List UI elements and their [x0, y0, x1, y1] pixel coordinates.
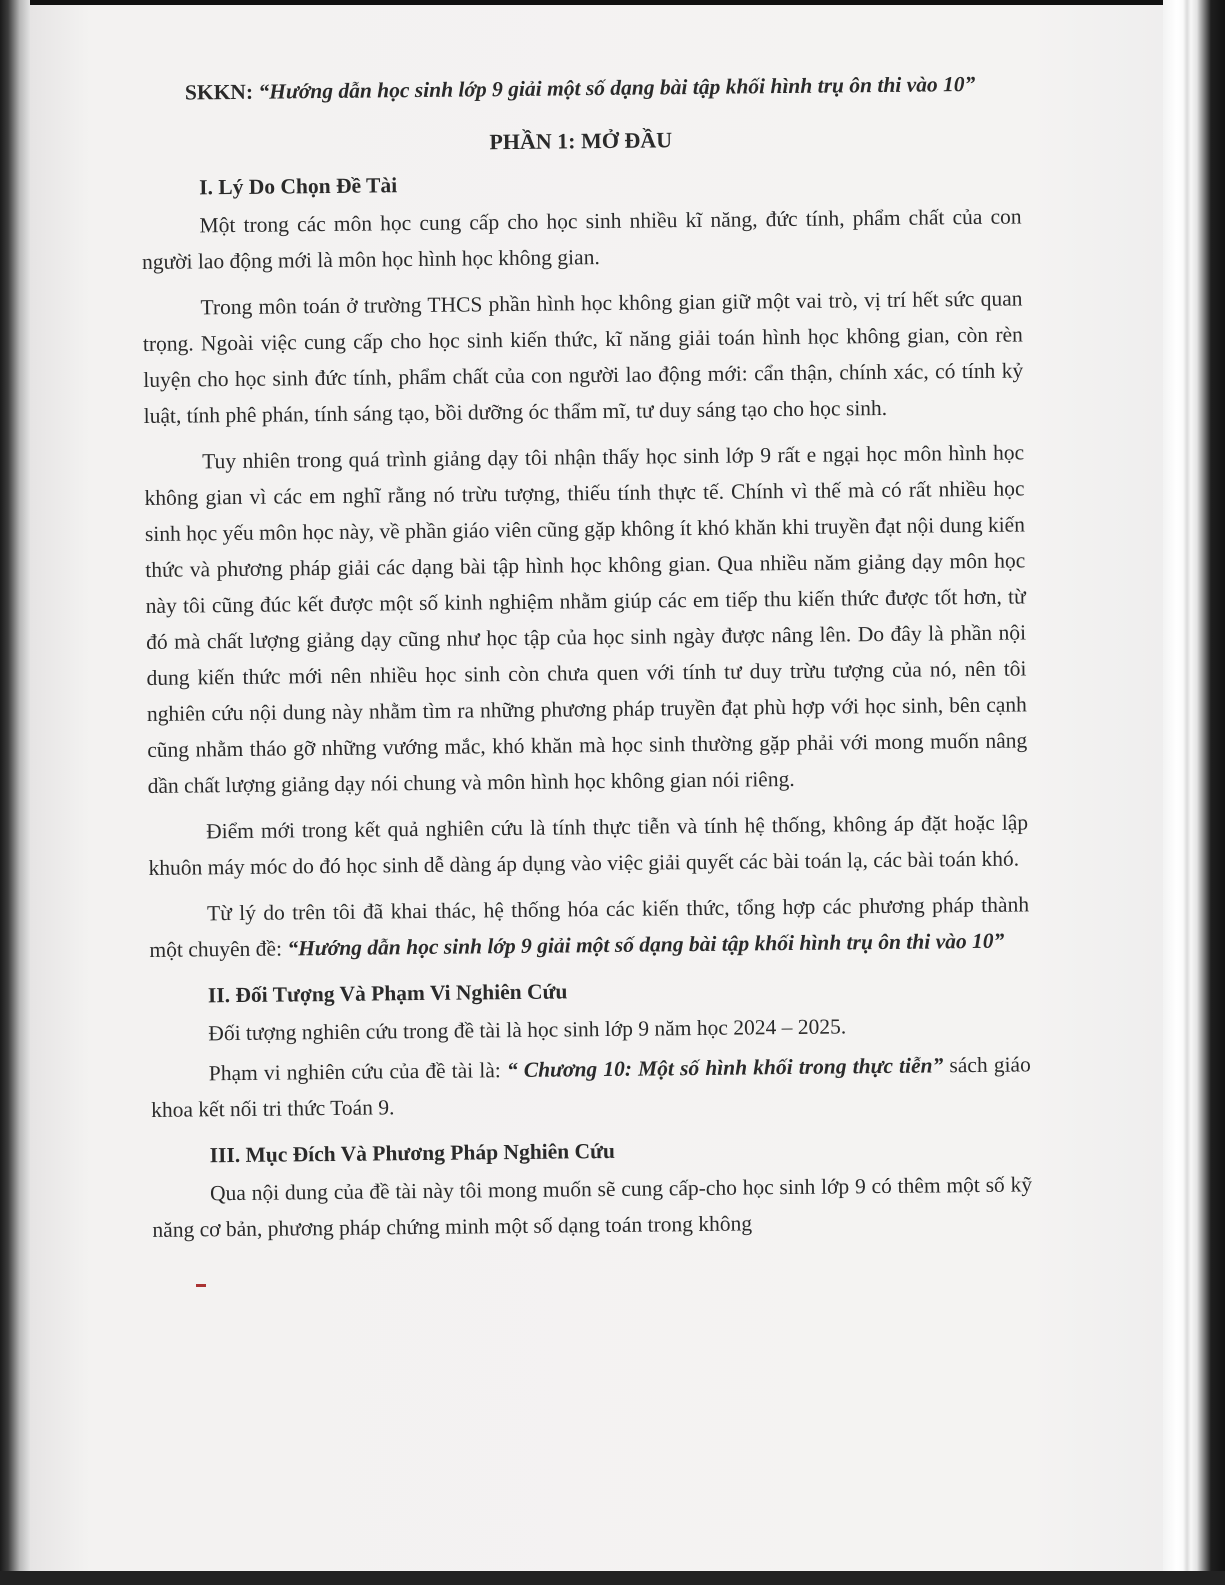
document-page — [30, 5, 1163, 1571]
section-heading-1: I. Lý Do Chọn Đề Tài — [199, 173, 398, 200]
paragraph: Tuy nhiên trong quá trình giảng dạy tôi nhận thấy học sinh lớp 9 rất e ngại học môn hình học không gian vì các em nghĩ rằng nó trừu tượng, thiếu tính thực tế. Chính vì thế mà có rất nhiều học sinh học yếu môn học này, về phần giáo viên cũng gặp không ít khó khăn khi truyền đạt nội dung kiến thức và phương pháp giải các dạng bài tập hình học không gian. Qua nhiều năm giảng dạy môn học này tôi cũng đúc kết được một số kinh nghiệm nhằm giúp các em tiếp thu kiến thức được tốt hơn, từ đó mà chất lượng giảng dạy cũng như học tập của học sinh ngày được nâng lên. Do đây là phần nội dung kiến thức mới nên nhiều học sinh còn chưa quen với tính tư duy trừu tượng của nó, nên tôi nghiên cứu nội dung này nhằm tìm ra những phương pháp truyền đạt phù hợp với học sinh, bên cạnh cũng nhằm tháo gỡ những vướng mắc, khó khăn mà học sinh thường gặp phải với mong muốn nâng dần chất lượng giảng dạy nói chung và môn hình học không gian nói riêng. — [144, 440, 1028, 798]
paragraph-text: Từ lý do trên tôi đã khai thác, hệ thống hóa các kiến thức, tổng hợp các phương pháp thành một chuyên đề: — [149, 892, 1030, 962]
paragraph: Qua nội dung của đề tài này tôi mong muốn sẽ cung cấp‑cho học sinh lớp 9 có thêm một số kỹ năng cơ bản, phương pháp chứng minh một số dạng toán trong không — [152, 1172, 1033, 1242]
paragraph: Một trong các môn học cung cấp cho học sinh nhiều kĩ năng, đức tính, phẩm chất của con người lao động mới là môn học hình học không gian. — [141, 204, 1022, 274]
section-heading-2: II. Đối Tượng Và Phạm Vi Nghiên Cứu — [207, 979, 568, 1008]
paragraph-text: sách giáo khoa kết nối tri thức Toán 9. — [151, 1052, 1031, 1122]
paragraph-text: Phạm vi nghiên cứu của đề tài là: — [208, 1058, 508, 1086]
scan-edge-left — [0, 0, 30, 1585]
paragraph — [149, 886, 1030, 968]
scan-edge-bottom — [0, 1571, 1225, 1585]
chapter-emphasis: “ Chương 10: Một số hình khối trong thực tiễn” — [506, 1053, 944, 1083]
paragraph: Điểm mới trong kết quả nghiên cứu là tính thực tiễn và tính hệ thống, không áp đặt hoặc lập khuôn máy móc do đó học sinh dễ dàng áp dụng vào việc giải quyết các bài toán lạ, các bài toán khó. — [148, 810, 1029, 880]
document-title — [140, 67, 1020, 110]
part-heading: PHẦN 1: MỞ ĐẦU — [489, 127, 673, 155]
scan-edge-right — [1163, 0, 1225, 1585]
page-content — [140, 67, 1033, 1257]
paragraph: Đối tượng nghiên cứu trong đề tài là học sinh lớp 9 năm học 2024 – 2025. — [208, 1014, 847, 1046]
paragraph: Trong môn toán ở trường THCS phần hình học không gian giữ một vai trò, vị trí hết sức quan trọng. Ngoài việc cung cấp cho học sinh kiến thức, kĩ năng giải toán hình học không gian, còn rèn luyện cho học sinh đức tính, phẩm chất của con người lao động mới: cẩn thận, chính xác, có tính kỷ luật, tính phê phán, tính sáng tạo, bồi dưỡng óc thẩm mĩ, tư duy sáng tạo cho học sinh. — [142, 286, 1024, 428]
topic-title-emphasis: “Hướng dẫn học sinh lớp 9 giải một số dạng bài tập khối hình trụ ôn thi vào 10” — [287, 928, 1005, 961]
title-italic: “Hướng dẫn học sinh lớp 9 giải một số dạng bài tập khối hình trụ ôn thi vào 10” — [258, 71, 976, 104]
section-heading-3: III. Mục Đích Và Phương Pháp Nghiên Cứu — [209, 1138, 616, 1168]
paragraph — [151, 1046, 1032, 1128]
pen-mark — [196, 1284, 206, 1287]
title-prefix: SKKN: — [184, 79, 259, 105]
